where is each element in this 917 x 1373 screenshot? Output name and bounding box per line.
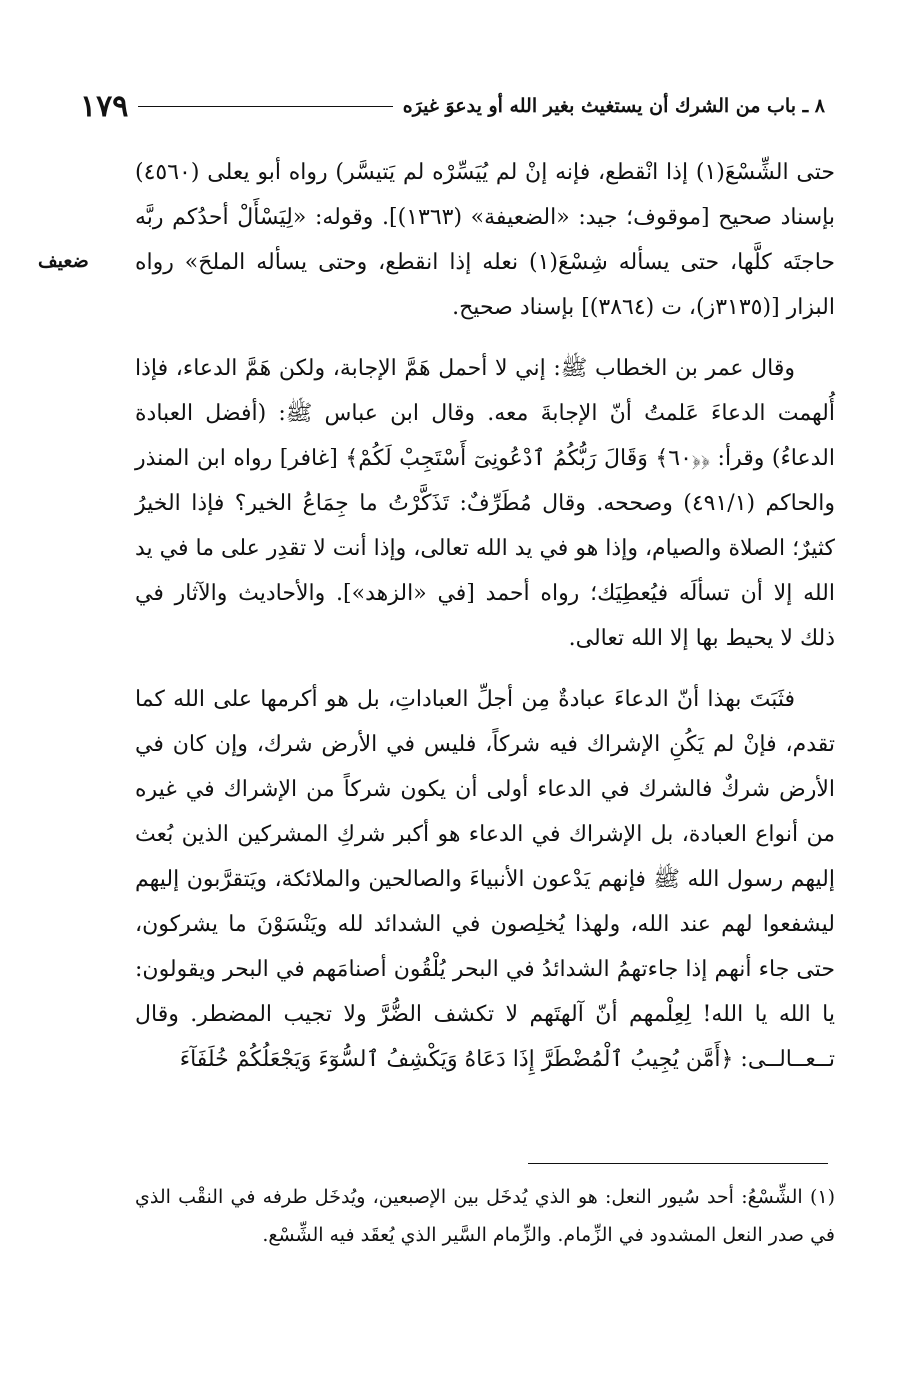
paragraph-2: وقال عمر بن الخطاب ﷺ: إني لا أحمل هَمَّ الإجابة، ولكن هَمَّ الدعاء، فإذا أُلهمت الدعاءَ عَلمتُ أنّ الإجابةَ معه. وقال ابن عباس ﷺ: (أفضل العبادة الدعاءُ) وقرأ: ﴿﴿٦٠﴾ وَقَالَ رَبُّكُمُ ٱدْعُونِىٓ أَسْتَجِبْ لَكُمْ﴾ [غافر] رواه ابن المنذر والحاكم (٤٩١/١) وصححه. وقال مُطَرِّفٌ: تَذَكَّرْتُ ما جِمَاعُ الخير؟ فإذا الخيرُ كثيرٌ؛ الصلاة والصيام، وإذا هو في يد الله تعالى، وإذا أنت لا تقدِر على ما في يد الله إلا أن تسألَه فيُعطِيَك؛ رواه أحمد [في «الزهد»]. والأحاديث والآثار في ذلك لا يحيط بها إلا الله تعالى. [135, 356, 835, 651]
main-text [135, 150, 835, 1098]
running-header [80, 88, 825, 124]
page-number: ١٧٩ [80, 88, 129, 124]
header-rule [138, 106, 392, 107]
chapter-title: ٨ ـ باب من الشرك أن يستغيث بغير الله أو يدعوَ غيرَه [402, 95, 825, 117]
footnote-rule [528, 1163, 828, 1164]
paragraph-3: فثَبَتَ بهذا أنّ الدعاءَ عبادةٌ مِن أجلِّ العباداتِ، بل هو أكرمها على الله كما تقدم، فإنْ لم يَكُنِ الإشراك فيه شركاً، فليس في الأرض شرك، وإن كان في الأرض شركٌ فالشرك في الدعاء أولى أن يكون شركاً من الإشراك في غيره من أنواع العبادة، بل الإشراك في الدعاء هو أكبر شركِ المشركين الذين بُعث إليهم رسول الله ﷺ فإنهم يَدْعون الأنبياءَ والصالحين والملائكة، ويَتقرَّبون إليهم ليشفعوا لهم عند الله، ولهذا يُخلِصون في الشدائد لله ويَنْسَوْنَ ما يشركون، حتى جاء أنهم إذا جاءتهمُ الشدائدُ في البحر يُلْقُون أصنامَهم في البحر ويقولون: يا الله يا الله! لِعِلْمهم أنّ آلهتَهم لا تكشف الضُّرَّ ولا تجيب المضطر. وقال تــعــالــى: ﴿أَمَّن يُجِيبُ ٱلْمُضْطَرَّ إِذَا دَعَاهُ وَيَكْشِفُ ٱلسُّوٓءَ وَيَجْعَلُكُمْ خُلَفَآءَ [135, 687, 835, 1072]
paragraph-1: حتى الشِّسْعَ(١) إذا انْقطع، فإنه إنْ لم يُيَسِّرْه لم يَتيسَّر) رواه أبو يعلى (٤٥٦٠) بإسناد صحيح [موقوف؛ جيد: «الضعيفة» (١٣٦٣)]. وقوله: «لِيَسْأَلْ أحدُكم ربَّه حاجتَه كلَّها، حتى يسأله شِسْعَ(١) نعله إذا انقطع، وحتى يسأله الملحَ» رواه البزار [(٣١٣٥ز)، ت (٣٨٦٤)] بإسناد صحيح. [135, 160, 836, 320]
footnote: (١) الشِّسْعُ: أحد سُيور النعل: هو الذي يُدخَل بين الإصبعين، ويُدخَل طرفه في النقْب الذي في صدر النعل المشدود في الزِّمام. والزِّمام السَّير الذي يُعقَد فيه الشِّسْع. [135, 1186, 835, 1246]
margin-grading-note: ضعيف [38, 250, 89, 272]
